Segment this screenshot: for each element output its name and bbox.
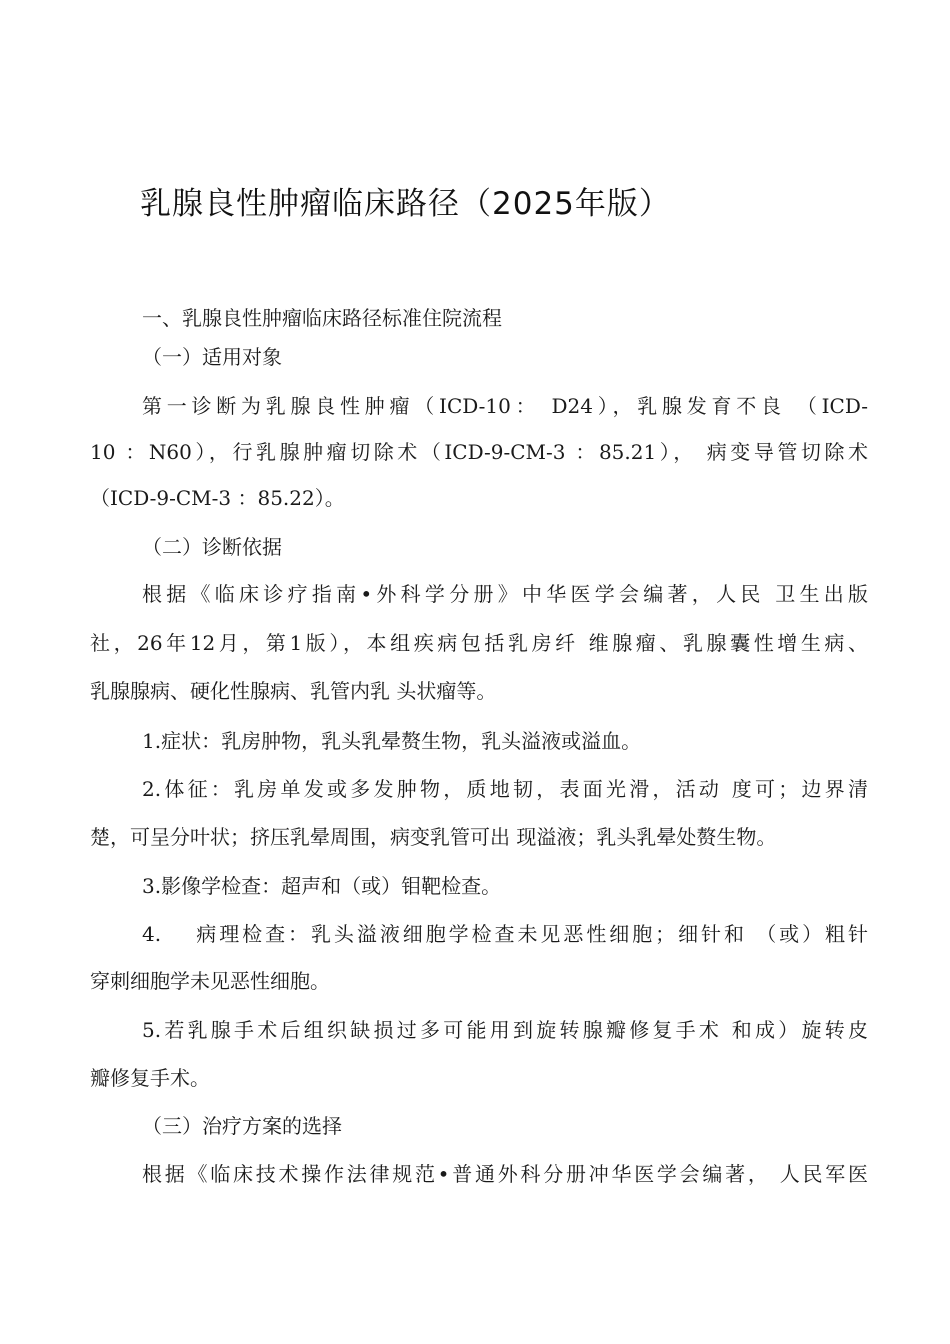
paragraph-line: 瓣修复手术。 — [90, 1066, 210, 1090]
paragraph-line: 第一诊断为乳腺良性肿瘤（ICD-10： D24），乳腺发育不良 （ICD- — [142, 394, 868, 418]
paragraph-line: 穿刺细胞学未见恶性细胞。 — [90, 969, 330, 993]
paragraph-line: 楚，可呈分叶状；挤压乳晕周围，病变乳管可出 现溢液；乳头乳晕处赘生物。 — [90, 825, 777, 849]
subsection-heading: （二）诊断依据 — [142, 535, 282, 559]
paragraph-line: 乳腺腺病、硬化性腺病、乳管内乳 头状瘤等。 — [90, 679, 497, 703]
paragraph-line: 社，26年12月，第1版），本组疾病包括乳房纤 维腺瘤、乳腺囊性增生病、 — [90, 631, 868, 655]
list-item: 3.影像学检查：超声和（或）钼靶检查。 — [142, 874, 502, 898]
list-item: 1.症状：乳房肿物，乳头乳晕赘生物，乳头溢液或溢血。 — [142, 729, 642, 753]
list-item: 4. 病理检查：乳头溢液细胞学检查未见恶性细胞；细针和 （或）粗针 — [142, 922, 868, 946]
paragraph-line: （ICD-9-CM-3 ：85.22）。 — [90, 486, 345, 510]
list-item: 2.体征：乳房单发或多发肿物，质地韧，表面光滑，活动 度可；边界清 — [142, 777, 868, 801]
document-title: 乳腺良性肿瘤临床路径（2025年版） — [140, 186, 671, 222]
paragraph-line: 根据《临床诊疗指南•外科学分册》中华医学会编著，人民 卫生出版 — [142, 582, 868, 606]
subsection-heading: （一）适用对象 — [142, 345, 282, 369]
subsection-heading: （三）治疗方案的选择 — [142, 1114, 342, 1138]
paragraph-line: 10 ：N60），行乳腺肿瘤切除术（ICD-9-CM-3 ：85.21）， 病变导管切除术 — [90, 440, 868, 464]
list-item: 5.若乳腺手术后组织缺损过多可能用到旋转腺瓣修复手术 和成）旋转皮 — [142, 1018, 868, 1042]
section-heading: 一、乳腺良性肿瘤临床路径标准住院流程 — [142, 306, 502, 330]
paragraph-line: 根据《临床技术操作法律规范•普通外科分册冲华医学会编著， 人民军医 — [142, 1162, 868, 1186]
